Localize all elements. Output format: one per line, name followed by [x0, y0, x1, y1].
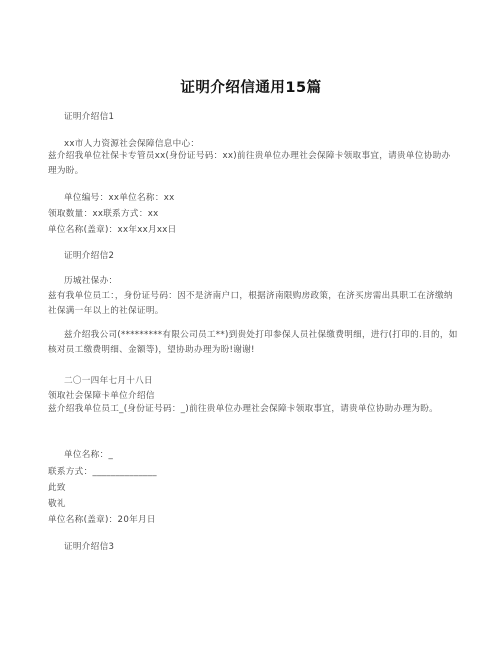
sub-heading: 领取社会保障卡单位介绍信 — [48, 391, 155, 401]
section-heading-2: 证明介绍信2 — [64, 251, 115, 261]
body-paragraph: 兹介绍我单位员工_(身份证号码：_)前往贵单位办理社会保障卡领取事宜，请贵单位协助办理为盼。 — [48, 404, 439, 414]
section-heading-3: 证明介绍信3 — [64, 542, 115, 552]
section-heading-1: 证明介绍信1 — [64, 112, 115, 122]
addressee-line: xx市人力资源社会保障信息中心： — [64, 139, 200, 149]
signature-line: 单位名称(盖章)：20年月日 — [48, 515, 156, 525]
addressee-line: 历城社保办： — [64, 276, 118, 286]
body-paragraph: 兹有我单位员工：，身份证号码：因不是济南户口，根据济南限购房政策，在济买房需出具职工在济缴纳社保满一年以上的社保证明。 — [48, 291, 453, 316]
closing-line: 敬礼 — [48, 499, 66, 509]
info-line: 联系方式：______________ — [48, 467, 157, 477]
closing-line: 此致 — [48, 483, 66, 493]
body-paragraph: 兹介绍我公司(*********有限公司员工**)到贵处打印参保人员社保缴费明细，进行(打印的.目的，如核对员工缴费明细、金额等)，望协助办理为盼!谢谢! — [48, 330, 458, 355]
document-title: 证明介绍信通用15篇 — [180, 80, 322, 96]
body-paragraph: 兹介绍我单位社保卡专管员xx(身份证号码：xx)前往贵单位办理社会保障卡领取事宜，请贵单位协助办理为盼。 — [48, 151, 451, 176]
date-line: 二〇一四年七月十八日 — [64, 376, 153, 386]
info-line: 领取数量：xx联系方式：xx — [48, 209, 159, 219]
info-line: 单位名称：_ — [64, 450, 114, 460]
info-line: 单位编号：xx单位名称：xx — [64, 193, 175, 203]
signature-line: 单位名称(盖章)：xx年xx月xx日 — [48, 225, 177, 235]
